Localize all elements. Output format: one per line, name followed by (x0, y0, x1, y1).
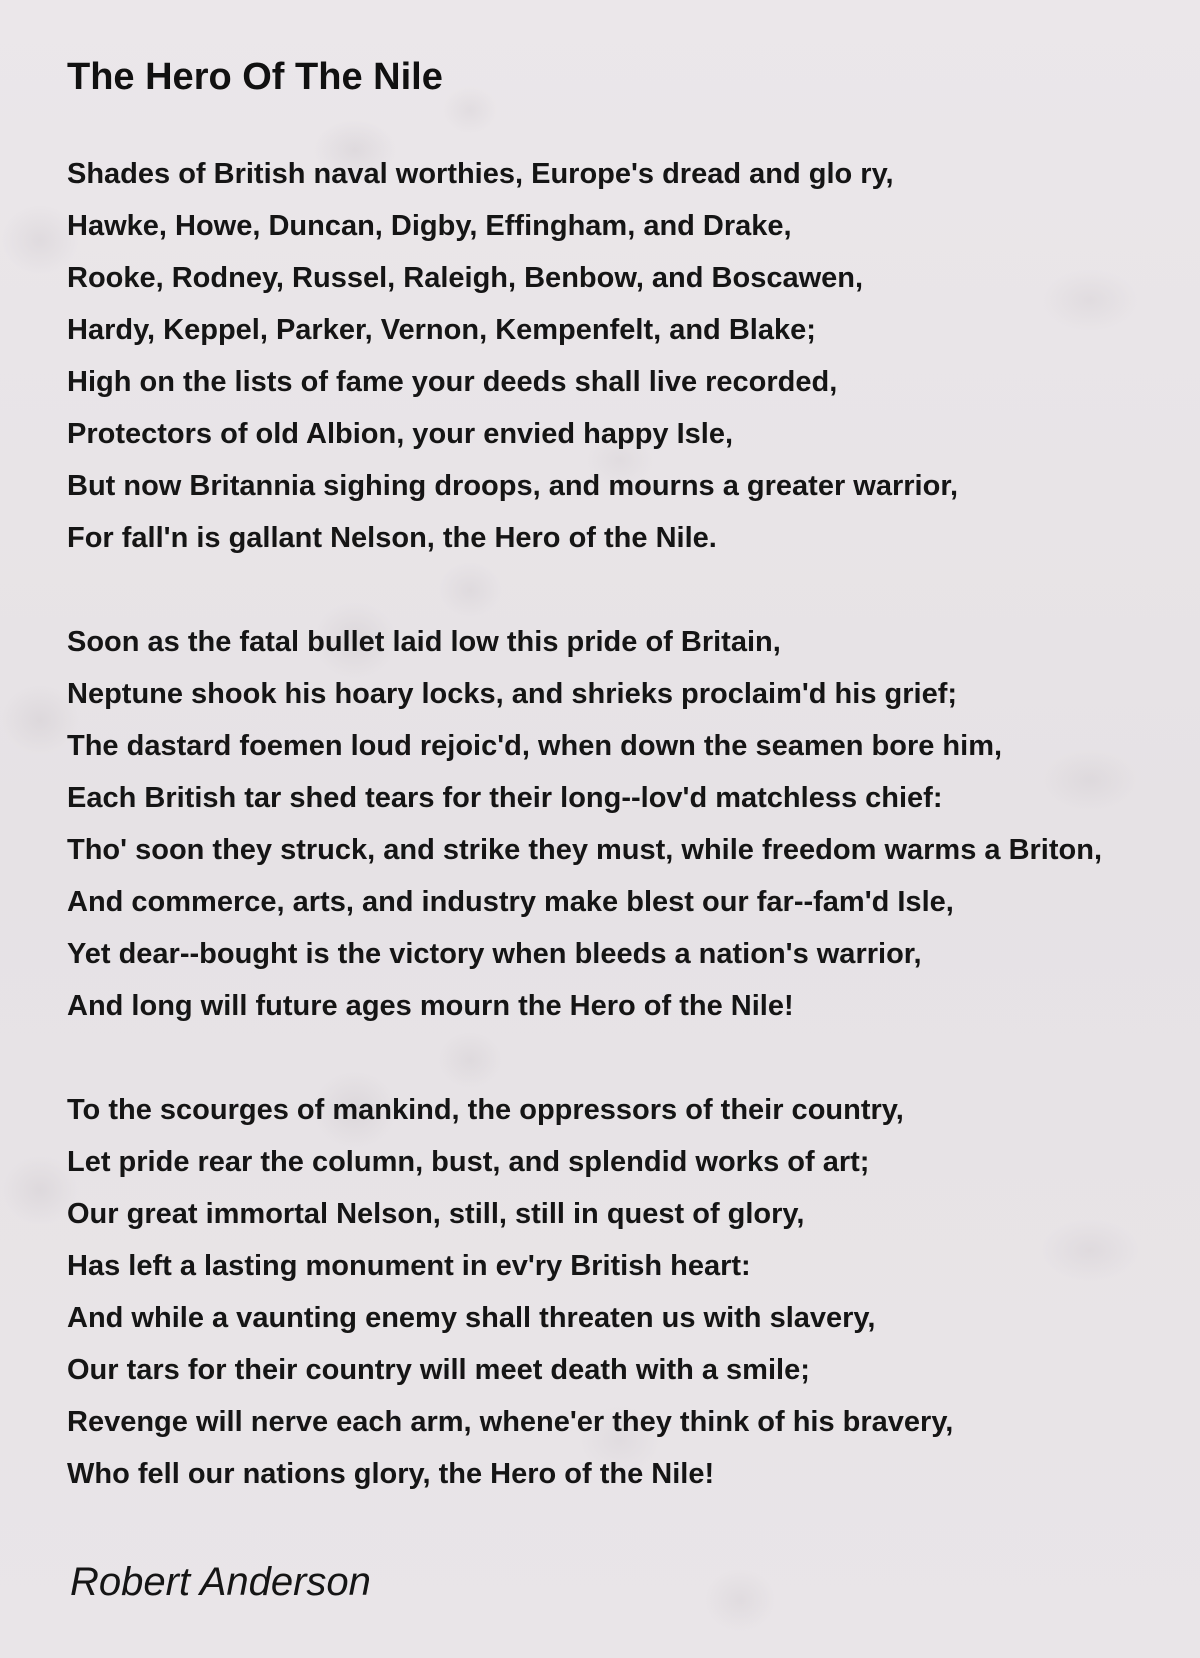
poem-line: Rooke, Rodney, Russel, Raleigh, Benbow, and Boscawen, (67, 262, 864, 294)
poem-line: High on the lists of fame your deeds shall live recorded, (67, 366, 838, 398)
poem-line: And while a vaunting enemy shall threaten us with slavery, (67, 1302, 876, 1334)
poem-body (67, 148, 1200, 1552)
poem-line: Let pride rear the column, bust, and splendid works of art; (67, 1146, 870, 1178)
poem-author: Robert Anderson (70, 1560, 371, 1604)
poem-line: Neptune shook his hoary locks, and shrieks proclaim'd his grief; (67, 678, 958, 710)
poem-line: Shades of British naval worthies, Europe's dread and glo ry, (67, 158, 894, 190)
poem-line: The dastard foemen loud rejoic'd, when down the seamen bore him, (67, 730, 1003, 762)
poem-line: Protectors of old Albion, your envied happy Isle, (67, 418, 734, 450)
poem-line: Hardy, Keppel, Parker, Vernon, Kempenfelt, and Blake; (67, 314, 816, 346)
poem-line: Each British tar shed tears for their long--lov'd matchless chief: (67, 782, 943, 814)
poem-line: Yet dear--bought is the victory when bleeds a nation's warrior, (67, 938, 922, 970)
poem-line: Our great immortal Nelson, still, still in quest of glory, (67, 1198, 805, 1230)
stanza (67, 616, 1200, 1032)
poem-line: But now Britannia sighing droops, and mourns a greater warrior, (67, 470, 959, 502)
poem-line: Who fell our nations glory, the Hero of the Nile! (67, 1458, 715, 1490)
poem-line: Hawke, Howe, Duncan, Digby, Effingham, and Drake, (67, 210, 792, 242)
stanza (67, 148, 1200, 564)
poem-line: And commerce, arts, and industry make blest our far--fam'd Isle, (67, 886, 954, 918)
stanza (67, 1084, 1200, 1500)
poem-line: To the scourges of mankind, the oppressors of their country, (67, 1094, 904, 1126)
poem-title: The Hero Of The Nile (67, 56, 443, 98)
poem-line: Our tars for their country will meet death with a smile; (67, 1354, 810, 1386)
poem-line: Revenge will nerve each arm, whene'er they think of his bravery, (67, 1406, 954, 1438)
poem-line: Soon as the fatal bullet laid low this pride of Britain, (67, 626, 781, 658)
poem-line: Tho' soon they struck, and strike they must, while freedom warms a Briton, (67, 834, 1103, 866)
poem-line: For fall'n is gallant Nelson, the Hero of the Nile. (67, 522, 717, 554)
poem-line: Has left a lasting monument in ev'ry British heart: (67, 1250, 751, 1282)
poem-line: And long will future ages mourn the Hero of the Nile! (67, 990, 794, 1022)
